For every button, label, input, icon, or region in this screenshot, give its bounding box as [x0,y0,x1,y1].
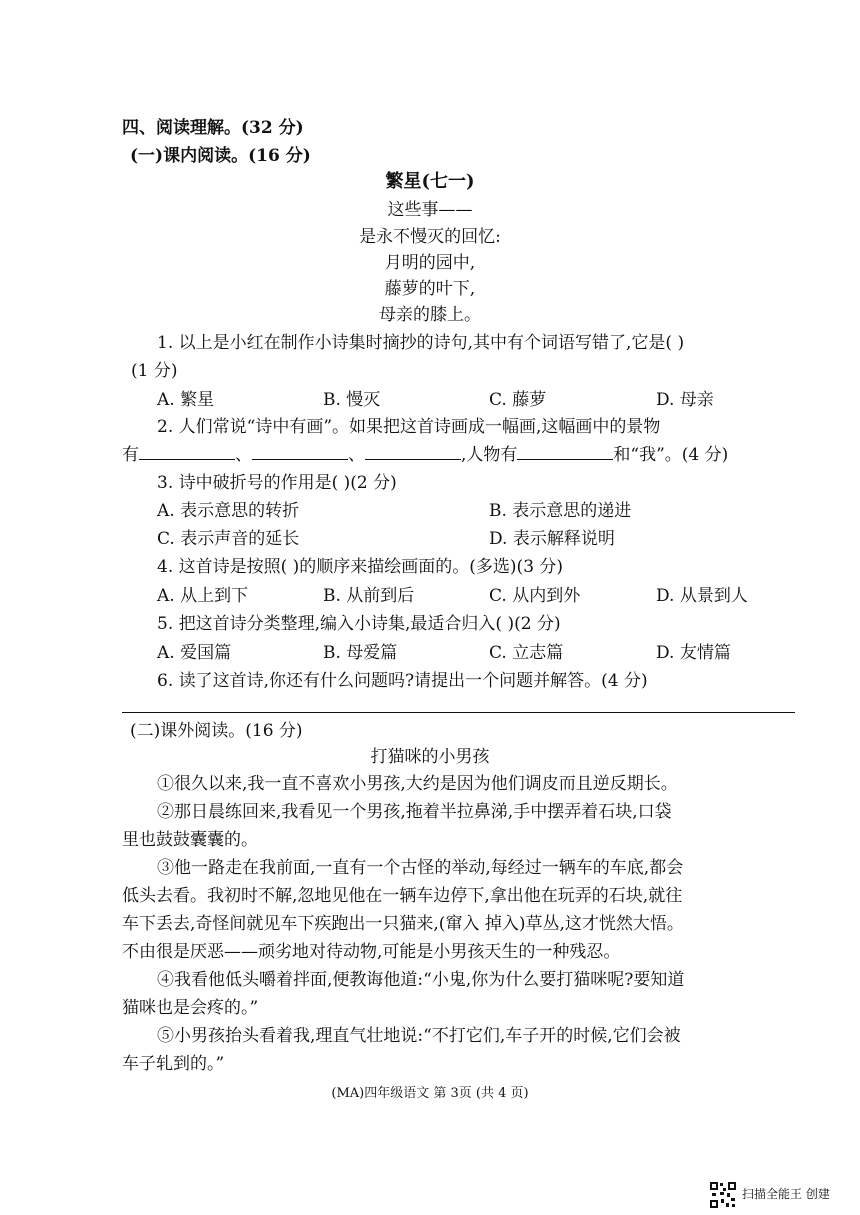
q1-option-d: D. 母亲 [656,390,714,410]
answer-blank-3[interactable] [365,443,461,460]
story-line: ①很久以来,我一直不喜欢小男孩,大约是因为他们调皮而且逆反期长。 [157,774,678,794]
story-line: ②那日晨练回来,我看见一个男孩,拖着半拉鼻涕,手中摆弄着石块,口袋 [157,802,672,822]
q4-option-a: A. 从上到下 [157,586,249,606]
poem-line: 母亲的膝上。 [379,305,481,325]
story-line: ⑤小男孩抬头看着我,理直气壮地说:“不打它们,车子开的时候,它们会被 [157,1026,681,1046]
q5-option-c: C. 立志篇 [489,643,564,663]
q3-option-d: D. 表示解释说明 [489,529,615,549]
story-line: 里也鼓鼓囊囊的。 [122,830,258,850]
story-line: 不由很是厌恶——顽劣地对待动物,可能是小男孩天生的一种残忍。 [122,942,621,962]
poem-line: 藤萝的叶下, [384,279,476,299]
question-2-blanks [122,443,728,466]
q1-option-b: B. 慢灭 [323,390,381,410]
question-4: 4. 这首诗是按照( )的顺序来描绘画面的。(多选)(3 分) [157,557,564,577]
question-1: 1. 以上是小红在制作小诗集时摘抄的诗句,其中有个词语写错了,它是( ) [157,333,685,353]
story-line: ③他一路走在我前面,一直有一个古怪的举动,每经过一辆车的车底,都会 [157,858,684,878]
q3-option-a: A. 表示意思的转折 [157,501,300,521]
q5-option-a: A. 爱国篇 [157,643,232,663]
q2-text: 、 [348,445,365,465]
q2-text: 有 [122,445,139,465]
question-5: 5. 把这首诗分类整理,编入小诗集,最适合归入( )(2 分) [157,614,561,634]
scanner-watermark: 扫描全能王 创建 [742,1187,830,1201]
q3-option-b: B. 表示意思的递进 [489,501,632,521]
q2-text: ,人物有 [461,445,518,465]
q2-text: 和“我”。(4 分) [613,445,729,465]
part2-heading: (二)课外阅读。(16 分) [130,721,303,741]
story-line: ④我看他低头嚼着拌面,便教诲他道:“小鬼,你为什么要打猫咪呢?要知道 [157,970,685,990]
qr-code-icon [709,1181,737,1209]
q1-option-a: A. 繁星 [157,390,215,410]
q5-option-b: B. 母爱篇 [323,643,398,663]
answer-blank-4[interactable] [517,443,613,460]
question-1-points: (1 分) [131,361,178,381]
section-divider [122,712,795,713]
q4-option-b: B. 从前到后 [323,586,415,606]
page-footer: (MA)四年级语文 第 3页 (共 4 页) [331,1086,529,1101]
q5-option-d: D. 友情篇 [656,643,731,663]
q3-option-c: C. 表示声音的延长 [157,529,300,549]
story-line: 猫咪也是会疼的。” [122,998,259,1018]
answer-blank-2[interactable] [252,443,348,460]
story-line: 车下丢去,奇怪间就见车下疾跑出一只猫来,(窜入 掉入)草丛,这才恍然大悟。 [122,914,684,934]
answer-blank-1[interactable] [139,443,235,460]
question-2: 2. 人们常说“诗中有画”。如果把这首诗画成一幅画,这幅画中的景物 [157,417,661,437]
poem-line: 这些事—— [387,200,473,220]
part1-heading: (一)课内阅读。(16 分) [130,146,311,166]
poem-line: 是永不慢灭的回忆: [359,227,501,247]
q4-option-d: D. 从景到人 [656,586,748,606]
story-line: 车子轧到的。” [122,1054,225,1074]
q2-text: 、 [235,445,252,465]
question-6: 6. 读了这首诗,你还有什么问题吗?请提出一个问题并解答。(4 分) [157,671,648,691]
section-title: 四、阅读理解。(32 分) [122,118,304,138]
q4-option-c: C. 从内到外 [489,586,581,606]
question-3: 3. 诗中破折号的作用是( )(2 分) [157,473,397,493]
poem-line: 月明的园中, [384,253,476,273]
story-line: 低头去看。我初时不解,忽地见他在一辆车边停下,拿出他在玩弄的石块,就往 [122,886,683,906]
q1-option-c: C. 藤萝 [489,390,547,410]
poem-title: 繁星(七一) [385,171,475,192]
story-title: 打猫咪的小男孩 [370,747,490,767]
